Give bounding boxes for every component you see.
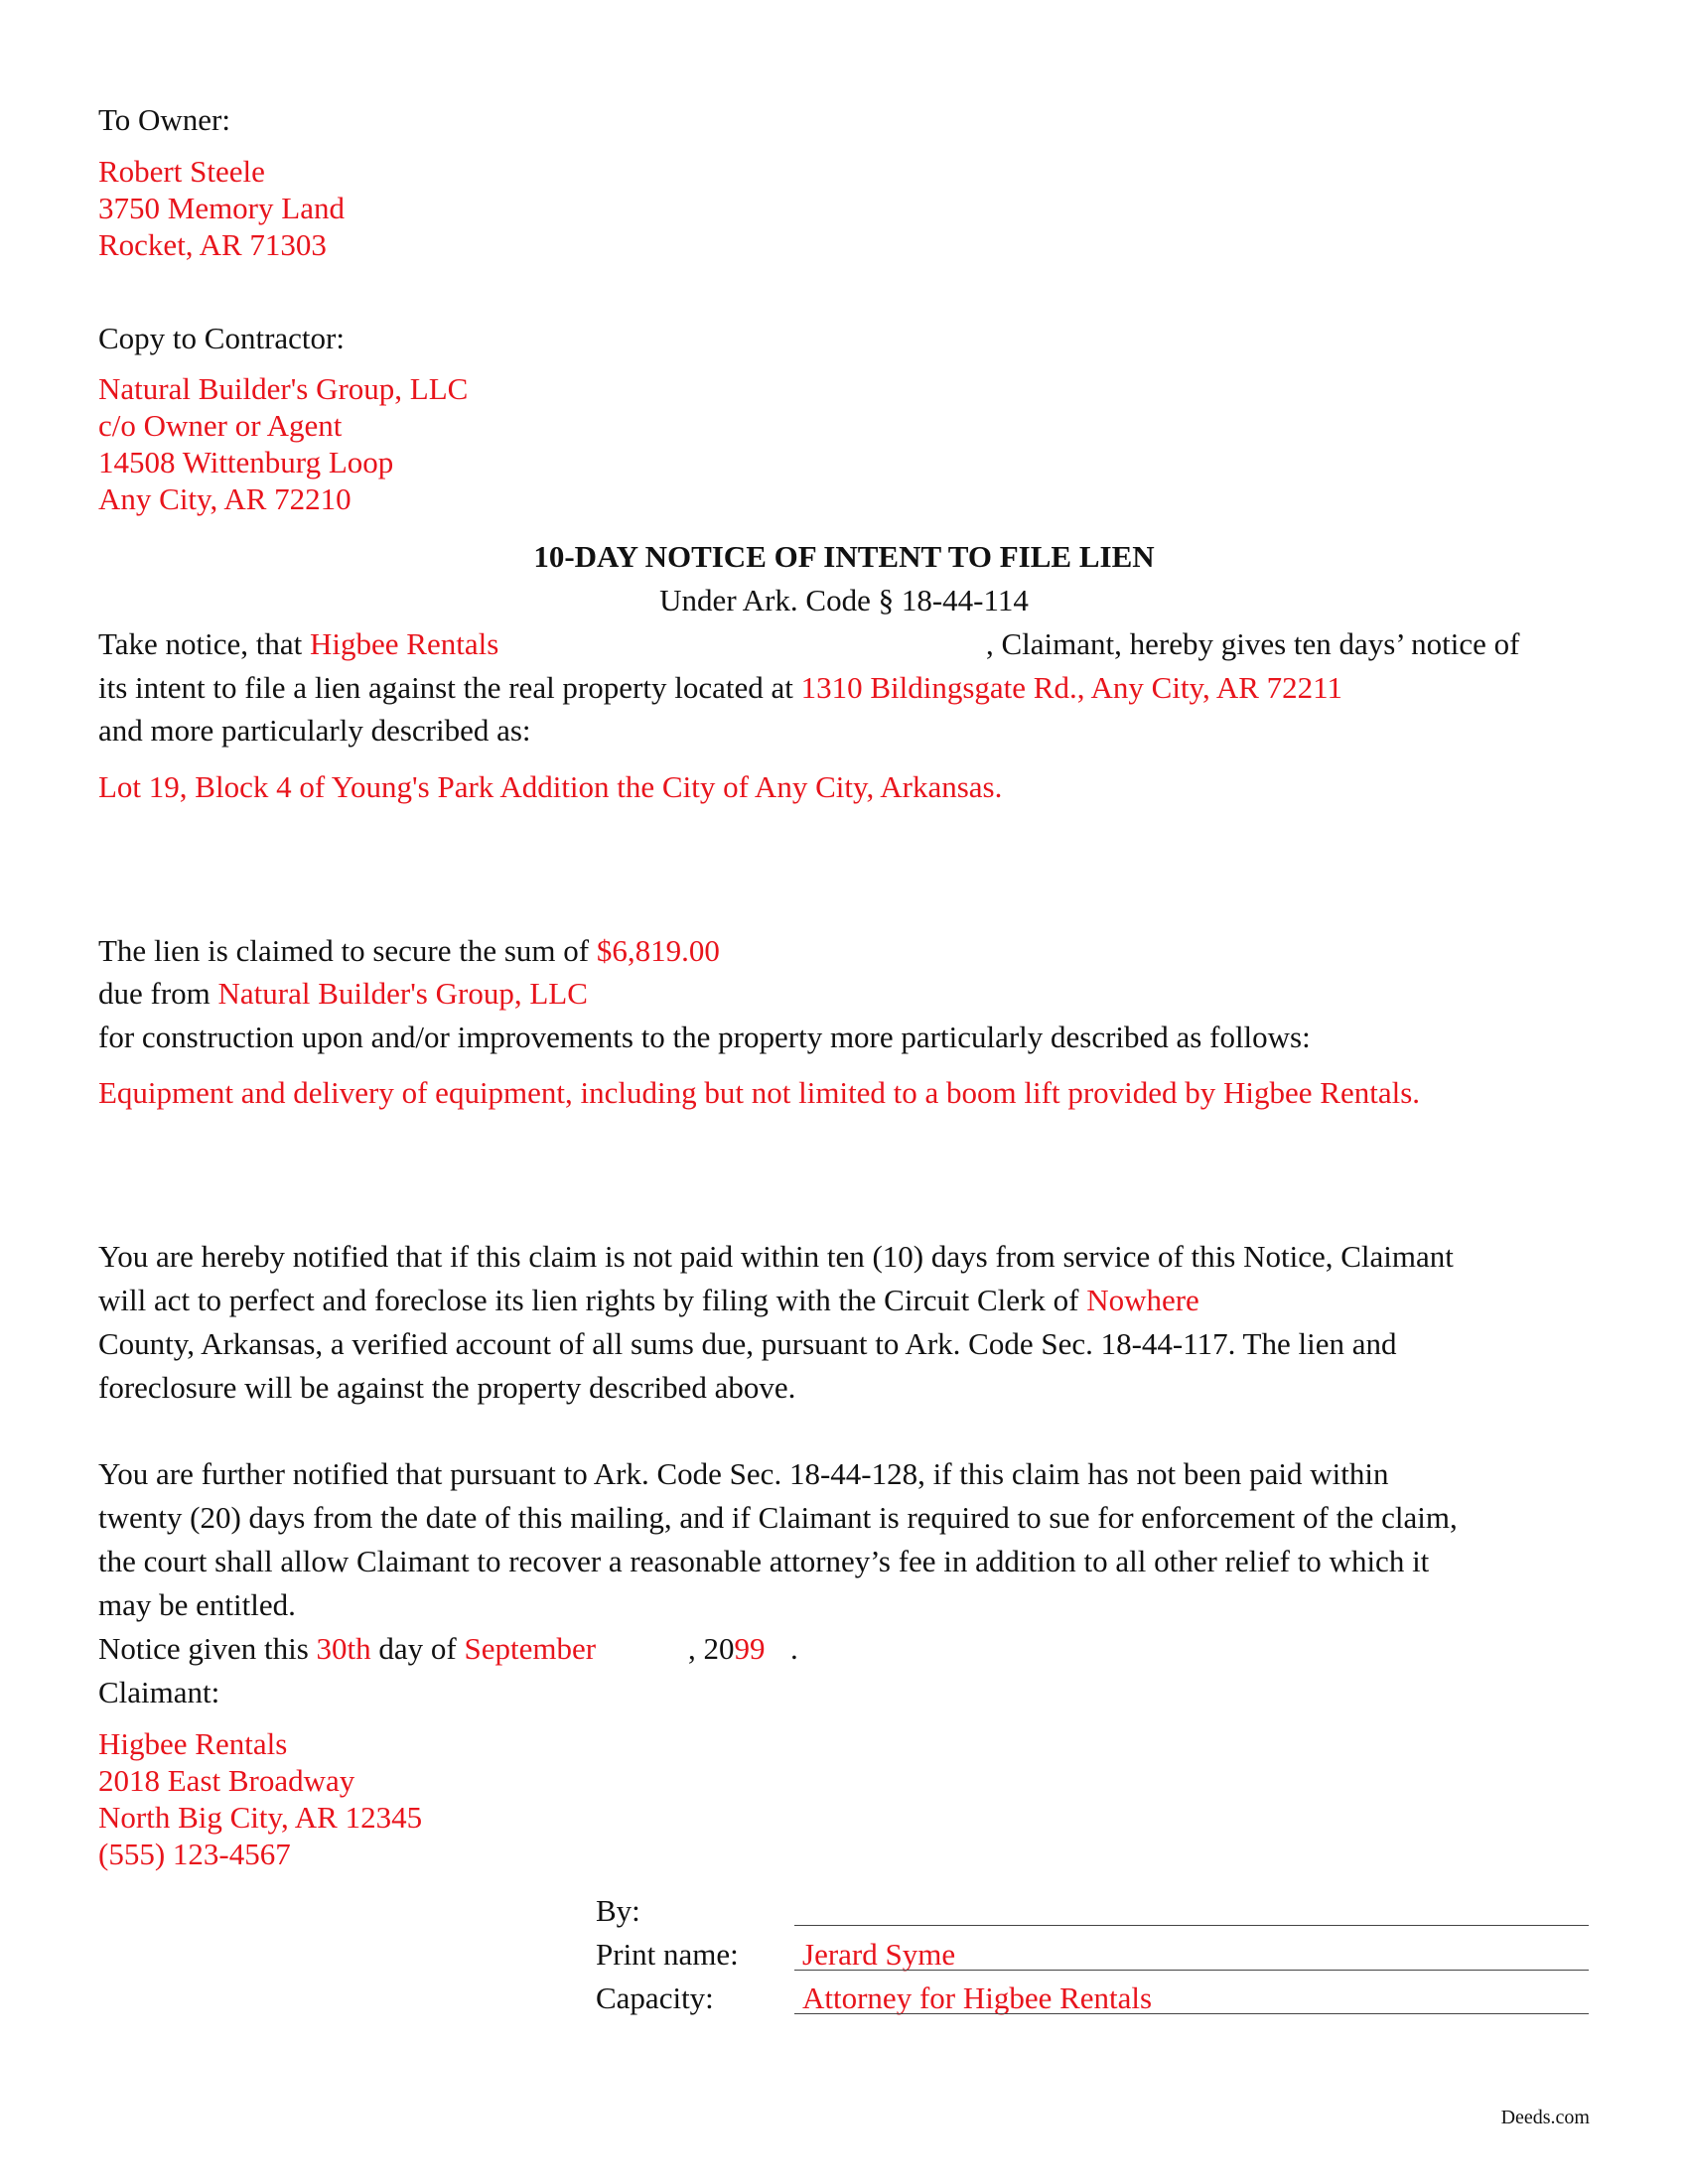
owner-name: Robert Steele xyxy=(98,154,265,189)
contractor-name: Natural Builder's Group, LLC xyxy=(98,371,469,406)
intent-prefix: its intent to file a lien against the real property located at xyxy=(98,670,793,705)
paragraph1-line2-prefix: will act to perfect and foreclose its lien rights by filing with the Circuit Clerk of xyxy=(98,1283,1079,1317)
county-field: Nowhere xyxy=(1086,1283,1199,1317)
print-name-line xyxy=(794,1970,1589,1971)
described-as: and more particularly described as: xyxy=(98,713,531,748)
take-notice-line xyxy=(98,625,498,662)
date-line xyxy=(98,1630,596,1667)
year-prefix: , 20 xyxy=(688,1631,735,1666)
paragraph1-line3: County, Arkansas, a verified account of all sums due, pursuant to Ark. Code Sec. 18-44-117. The lien and xyxy=(98,1326,1397,1361)
claimant-heading: Claimant: xyxy=(98,1675,220,1709)
contractor-heading: Copy to Contractor: xyxy=(98,321,345,355)
capacity-field: Attorney for Higbee Rentals xyxy=(802,1980,1153,2015)
notice-title: 10-DAY NOTICE OF INTENT TO FILE LIEN xyxy=(533,539,1155,574)
date-prefix: Notice given this xyxy=(98,1631,309,1666)
claimant-city: North Big City, AR 12345 xyxy=(98,1800,423,1835)
capacity-line xyxy=(794,2013,1589,2014)
due-from-line xyxy=(98,975,588,1012)
print-name-label: Print name: xyxy=(596,1937,739,1972)
print-name-field: Jerard Syme xyxy=(802,1937,956,1972)
day-field: 30th xyxy=(316,1631,371,1666)
sum-prefix: The lien is claimed to secure the sum of xyxy=(98,933,590,968)
owner-street: 3750 Memory Land xyxy=(98,191,345,225)
owner-heading: To Owner: xyxy=(98,102,230,137)
contractor-address-block xyxy=(98,370,468,517)
by-label: By: xyxy=(596,1893,640,1928)
date-mid: day of xyxy=(378,1631,457,1666)
sum-line xyxy=(98,932,720,969)
paragraph1-line1: You are hereby notified that if this claim is not paid within ten (10) days from service of this Notice, Claimant xyxy=(98,1239,1454,1274)
work-description-field: Equipment and delivery of equipment, including but not limited to a boom lift provided by Higbee Rentals. xyxy=(98,1075,1421,1110)
amount-field: $6,819.00 xyxy=(596,933,720,968)
claimant-name: Higbee Rentals xyxy=(98,1726,288,1761)
paragraph1-line2 xyxy=(98,1282,1199,1318)
paragraph2-line3: the court shall allow Claimant to recover a reasonable attorney’s fee in addition to all other relief to which it xyxy=(98,1544,1430,1578)
capacity-label: Capacity: xyxy=(596,1980,714,2015)
legal-description-field: Lot 19, Block 4 of Young's Park Addition the City of Any City, Arkansas. xyxy=(98,769,1003,804)
owner-city: Rocket, AR 71303 xyxy=(98,227,327,262)
contractor-city: Any City, AR 72210 xyxy=(98,481,352,516)
claimant-street: 2018 East Broadway xyxy=(98,1763,355,1798)
claimant-phone: (555) 123-4567 xyxy=(98,1837,291,1871)
claimant-name-field: Higbee Rentals xyxy=(310,626,499,661)
contractor-attn: c/o Owner or Agent xyxy=(98,408,343,443)
date-end: . xyxy=(790,1631,798,1666)
due-from-prefix: due from xyxy=(98,976,211,1011)
year-segment xyxy=(688,1630,766,1667)
purpose-line: for construction upon and/or improvements to the property more particularly described as follows: xyxy=(98,1020,1311,1054)
contractor-street: 14508 Wittenburg Loop xyxy=(98,445,394,479)
claimant-address-block xyxy=(98,1725,422,1872)
due-from-field: Natural Builder's Group, LLC xyxy=(217,976,588,1011)
notice-subtitle: Under Ark. Code § 18-44-114 xyxy=(659,583,1029,617)
property-address-field: 1310 Bildingsgate Rd., Any City, AR 72211 xyxy=(800,670,1342,705)
take-notice-prefix: Take notice, that xyxy=(98,626,303,661)
take-notice-suffix: , Claimant, hereby gives ten days’ notice of xyxy=(986,626,1520,661)
month-field: September xyxy=(464,1631,597,1666)
footer-brand: Deeds.com xyxy=(1500,2107,1590,2128)
paragraph1-line4: foreclosure will be against the property described above. xyxy=(98,1370,796,1405)
intent-line xyxy=(98,669,1342,706)
paragraph2-line1: You are further notified that pursuant to Ark. Code Sec. 18-44-128, if this claim has not been paid within xyxy=(98,1456,1389,1491)
paragraph2-line4: may be entitled. xyxy=(98,1587,296,1622)
by-signature-line xyxy=(794,1925,1589,1926)
owner-address-block xyxy=(98,153,345,263)
year-field: 99 xyxy=(734,1631,766,1666)
paragraph2-line2: twenty (20) days from the date of this mailing, and if Claimant is required to sue for enforcement of the claim, xyxy=(98,1500,1458,1535)
